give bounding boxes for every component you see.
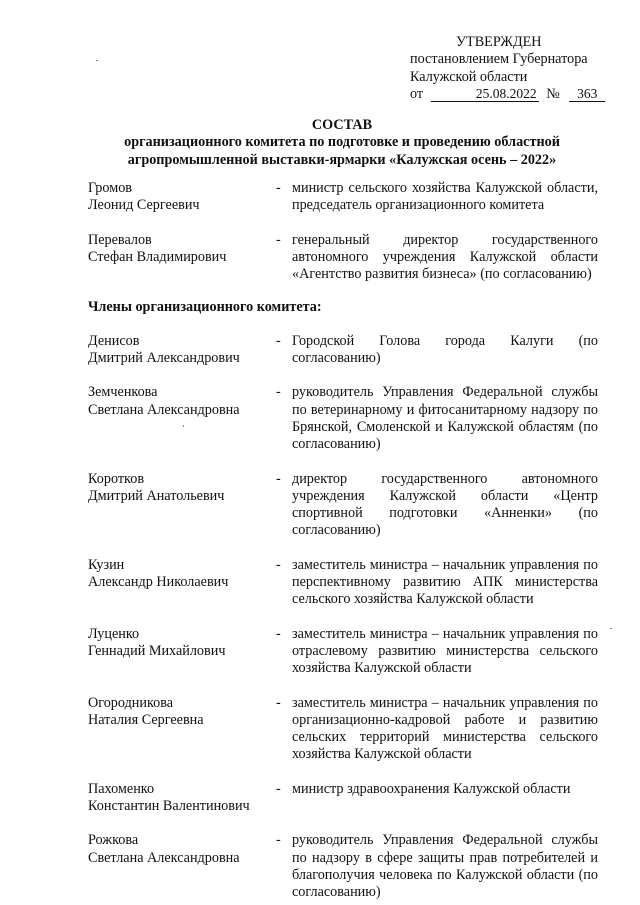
person-position: заместитель министра – начальник управления по отраслевому развитию министерства сельского хозяйства Калужской области: [292, 625, 598, 677]
person-given-name: Светлана Александровна: [88, 849, 240, 866]
person-position: министр здравоохранения Калужской области: [292, 780, 571, 797]
person-given-name: Светлана Александровна: [88, 401, 240, 418]
person-surname: Земченкова: [88, 384, 158, 401]
person-surname: Коротков: [88, 470, 145, 487]
approval-title: УТВЕРЖДЕН: [456, 34, 542, 50]
person-position: руководитель Управления Федеральной службы по надзору в сфере защиты прав потребителей и благополучия человека по Калужской области (по согласованию): [292, 832, 598, 901]
person-name: [88, 471, 276, 506]
list-item: [88, 384, 598, 453]
separator-dash: -: [276, 231, 281, 248]
person-position: генеральный директор государственного автономного учреждения Калужской области «Агентство развития бизнеса» (по согласованию): [292, 231, 598, 283]
person-name: [88, 232, 276, 267]
list-item: [88, 832, 598, 901]
person-position: руководитель Управления Федеральной службы по ветеринарному и фитосанитарному надзору по Брянской, Смоленской и Калужской областям (по согласованию): [292, 384, 598, 453]
separator-dash: -: [276, 180, 281, 196]
separator-dash: -: [276, 384, 281, 401]
list-item: [88, 471, 598, 540]
person-name: [88, 384, 276, 419]
person-surname: Огородникова: [88, 694, 174, 711]
heading-line-1: СОСТАВ: [311, 117, 373, 133]
person-name: [88, 695, 276, 730]
person-name: [88, 626, 276, 661]
list-item: [88, 695, 598, 764]
person-surname: Перевалов: [88, 231, 152, 248]
person-surname: Рожкова: [88, 832, 139, 849]
person-surname: Денисов: [88, 332, 140, 349]
separator-dash: -: [276, 625, 281, 642]
separator-dash: -: [276, 694, 281, 711]
scan-speck: [183, 425, 184, 427]
list-item: [88, 180, 598, 215]
document-heading: [60, 117, 624, 169]
person-given-name: Дмитрий Александрович: [88, 350, 240, 367]
person-given-name: Дмитрий Анатольевич: [88, 487, 225, 504]
approval-line-2: Калужской области: [410, 68, 528, 85]
date-prefix: от: [410, 85, 424, 102]
approval-date: 25.08.2022: [431, 86, 539, 102]
person-given-name: Стефан Владимирович: [88, 248, 227, 265]
person-given-name: Александр Николаевич: [88, 574, 229, 591]
person-surname: Пахоменко: [88, 780, 155, 797]
approval-number: 363: [569, 86, 605, 102]
person-name: [88, 832, 276, 867]
scan-speck: [610, 628, 612, 629]
person-position: Городской Голова города Калуги (по согласованию): [292, 332, 598, 367]
person-surname: Громов: [88, 180, 132, 196]
person-surname: Кузин: [88, 556, 125, 573]
approval-line-1: постановлением Губернатора: [410, 51, 588, 68]
separator-dash: -: [276, 832, 281, 849]
separator-dash: -: [276, 332, 281, 349]
heading-line-2: организационного комитета по подготовке и проведению областной: [124, 134, 560, 151]
list-item: [88, 232, 598, 284]
person-position: заместитель министра – начальник управления по перспективному развитию АПК министерства сельского хозяйства Калужской области: [292, 556, 598, 608]
person-name: [88, 180, 276, 215]
list-item: [88, 626, 598, 678]
person-name: [88, 333, 276, 368]
approval-date-line: [410, 86, 610, 103]
list-item: [88, 557, 598, 609]
separator-dash: -: [276, 470, 281, 487]
separator-dash: -: [276, 780, 281, 797]
approval-block: [410, 34, 610, 103]
person-given-name: Леонид Сергеевич: [88, 197, 200, 214]
person-name: [88, 781, 276, 816]
list-item: [88, 781, 598, 816]
separator-dash: -: [276, 556, 281, 573]
members-title: Члены организационного комитета:: [88, 299, 322, 316]
person-name: [88, 557, 276, 592]
committee-list: [88, 180, 598, 902]
heading-line-3: агропромышленной выставки-ярмарки «Калужская осень – 2022»: [127, 151, 557, 168]
person-position: директор государственного автономного учреждения Калужской области «Центр спортивной подготовки «Анненки» (по согласованию): [292, 470, 598, 539]
person-position: министр сельского хозяйства Калужской области, председатель организационного комитета: [292, 180, 598, 214]
person-given-name: Геннадий Михайлович: [88, 642, 226, 659]
number-sign: №: [546, 85, 560, 102]
scan-speck: [96, 60, 98, 61]
person-surname: Луценко: [88, 625, 140, 642]
person-position: заместитель министра – начальник управления по организационно-кадровой работе и развитию сельских территорий министерства сельского хозяйства Калужской области: [292, 694, 598, 763]
person-given-name: Константин Валентинович: [88, 798, 250, 815]
person-given-name: Наталия Сергеевна: [88, 711, 204, 728]
list-item: [88, 333, 598, 368]
